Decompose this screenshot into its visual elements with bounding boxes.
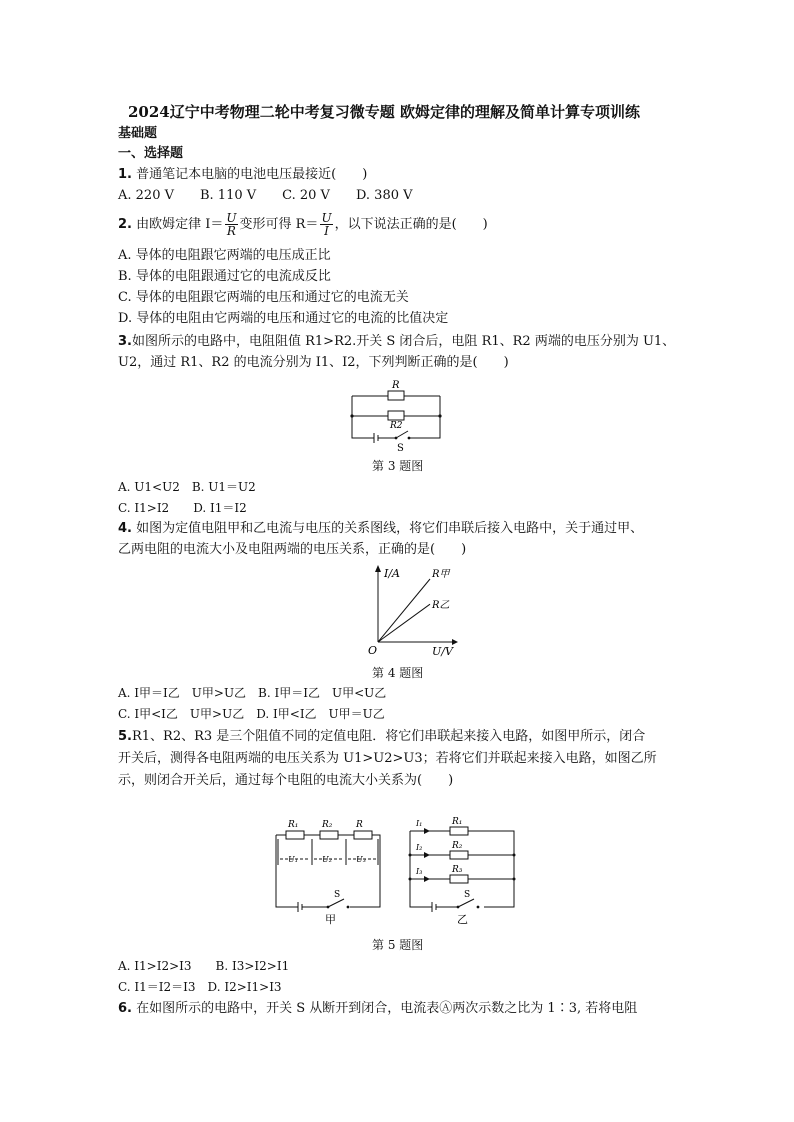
svg-text:R: R <box>356 820 363 830</box>
question-3-line1 <box>118 333 675 351</box>
svg-text:R₂: R₂ <box>322 820 333 830</box>
option-a: A. 导体的电阻跟它两端的电压成正比 <box>118 248 331 263</box>
y-axis-arrow-icon <box>375 565 381 572</box>
resistor-r1 <box>450 827 468 835</box>
question-number: 6. <box>118 1001 132 1016</box>
resistor-r1 <box>286 831 304 839</box>
resistor-r2 <box>450 851 468 859</box>
series-line-1 <box>378 579 430 642</box>
resistor-r2 <box>320 831 338 839</box>
question-6-line1 <box>118 1000 637 1018</box>
page-title: 2024辽宁中考物理二轮中考复习微专题 欧姆定律的理解及简单计算专项训练 <box>128 103 640 121</box>
svg-text:U₃: U₃ <box>356 855 366 864</box>
question-stem: R1、R2、R3 是三个阻值不同的定值电阻．将它们串联起来接入电路，如图甲所示，闭合 <box>131 729 646 744</box>
figure-caption: 第 3 题图 <box>372 459 424 473</box>
question-5-line1 <box>118 728 645 746</box>
y-axis-label: I/A <box>384 567 400 580</box>
svg-text:R₃: R₃ <box>452 865 463 875</box>
switch-icon <box>396 431 408 438</box>
section-basic: 基础题 <box>118 126 158 141</box>
question-stem: 普通笔记本电脑的电池电压最接近( ) <box>131 167 368 182</box>
resistor-r3 <box>450 875 468 883</box>
svg-text:I₁: I₁ <box>416 819 423 828</box>
svg-text:R₂: R₂ <box>452 841 463 851</box>
question-3-options-ab: A. U1<U2 B. U1＝U2 <box>118 480 256 494</box>
switch-icon <box>458 899 474 907</box>
option-d: D. 导体的电阻由它两端的电压和通过它的电流的比值决定 <box>118 311 449 326</box>
svg-text:R₁: R₁ <box>288 820 299 830</box>
question-1 <box>118 166 367 184</box>
origin-label: O <box>368 644 378 657</box>
option-c: C. 导体的电阻跟它两端的电压和通过它的电流无关 <box>118 290 409 305</box>
question-number: 2. <box>118 217 132 232</box>
svg-text:I₂: I₂ <box>416 843 423 852</box>
option-b: B. 导体的电阻跟通过它的电流成反比 <box>118 269 331 284</box>
question-3-options-cd: C. I1>I2 D. I1＝I2 <box>118 501 247 515</box>
question-5-line2: 开关后，测得各电阻两端的电压关系为 U1>U2>U3；若将它们并联起来接入电路，如图乙所 <box>118 751 657 766</box>
fraction-numerator: U <box>226 211 237 225</box>
figure-caption: 第 4 题图 <box>372 666 424 680</box>
circuit-figure-5-series <box>270 815 390 925</box>
question-stem-part: 变形可得 R＝ <box>239 217 319 232</box>
question-stem-part: 由欧姆定律 I＝ <box>131 217 224 232</box>
fraction-denominator: I <box>324 224 329 238</box>
resistor-r1 <box>388 391 404 400</box>
question-number: 4. <box>118 521 132 536</box>
label-yi: 乙 <box>457 913 468 926</box>
question-stem: 在如图所示的电路中，开关 S 从断开到闭合，电流表Ⓐ两次示数之比为 1∶3, 若将电阻 <box>131 1001 638 1016</box>
fraction-numerator: U <box>321 211 332 225</box>
circuit-figure-3 <box>340 376 450 454</box>
question-4-line2: 乙两电阻的电流大小及电阻两端的电压关系，正确的是( ) <box>118 542 467 557</box>
svg-text:I₃: I₃ <box>416 867 423 876</box>
resistor-r3 <box>354 831 372 839</box>
question-1-options: A. 220 V B. 110 V C. 20 V D. 380 V <box>118 188 413 203</box>
svg-text:S: S <box>464 890 471 900</box>
question-2 <box>118 212 488 238</box>
iu-graph <box>362 562 462 658</box>
question-number: 3. <box>118 334 132 349</box>
question-3-line2: U2，通过 R1、R2 的电流分别为 I1、I2，下列判断正确的是( ) <box>118 355 509 370</box>
x-axis-label: U/V <box>432 645 453 658</box>
question-4-options-ab: A. I甲＝I乙 U甲>U乙 B. I甲＝I乙 U甲<U乙 <box>118 686 387 700</box>
question-stem-part: ，以下说法正确的是( ) <box>334 217 488 232</box>
fraction-u-over-r <box>225 212 237 237</box>
question-stem: 如图所示的电路中，电阻阻值 R1>R2.开关 S 闭合后，电阻 R1、R2 两端的电压分别为 U1、 <box>131 334 676 349</box>
fraction-u-over-i <box>320 212 332 237</box>
fraction-denominator: R <box>226 224 236 238</box>
svg-text:U₂: U₂ <box>322 855 332 864</box>
question-4-line1 <box>118 520 643 538</box>
question-5-options-cd: C. I1＝I2＝I3 D. I2>I1>I3 <box>118 980 282 994</box>
label-r2: R2 <box>390 421 403 431</box>
question-stem: 如图为定值电阻甲和乙电流与电压的关系图线，将它们串联后接入电路中，关于通过甲、 <box>131 521 644 536</box>
question-4-options-cd: C. I甲<I乙 U甲>U乙 D. I甲<I乙 U甲＝U乙 <box>118 707 385 721</box>
question-5-line3: 示，则闭合开关后，通过每个电阻的电流大小关系为( ) <box>118 773 454 788</box>
resistor-r2 <box>388 411 404 420</box>
label-r1: R <box>392 380 400 391</box>
question-number: 5. <box>118 729 132 744</box>
svg-text:U₁: U₁ <box>288 855 298 864</box>
svg-text:S: S <box>334 890 341 900</box>
switch-icon <box>328 899 344 907</box>
figure-caption: 第 5 题图 <box>372 938 424 952</box>
series-label-2: R乙 <box>432 600 450 612</box>
section-choice: 一、选择题 <box>118 146 184 161</box>
series-label-1: R甲 <box>432 569 450 580</box>
svg-text:R₁: R₁ <box>452 817 463 827</box>
question-5-options-ab: A. I1>I2>I3 B. I3>I2>I1 <box>118 959 290 973</box>
question-number: 1. <box>118 167 132 182</box>
circuit-figure-5-parallel <box>404 815 524 925</box>
label-switch: S <box>397 443 404 454</box>
label-jia: 甲 <box>325 913 336 926</box>
